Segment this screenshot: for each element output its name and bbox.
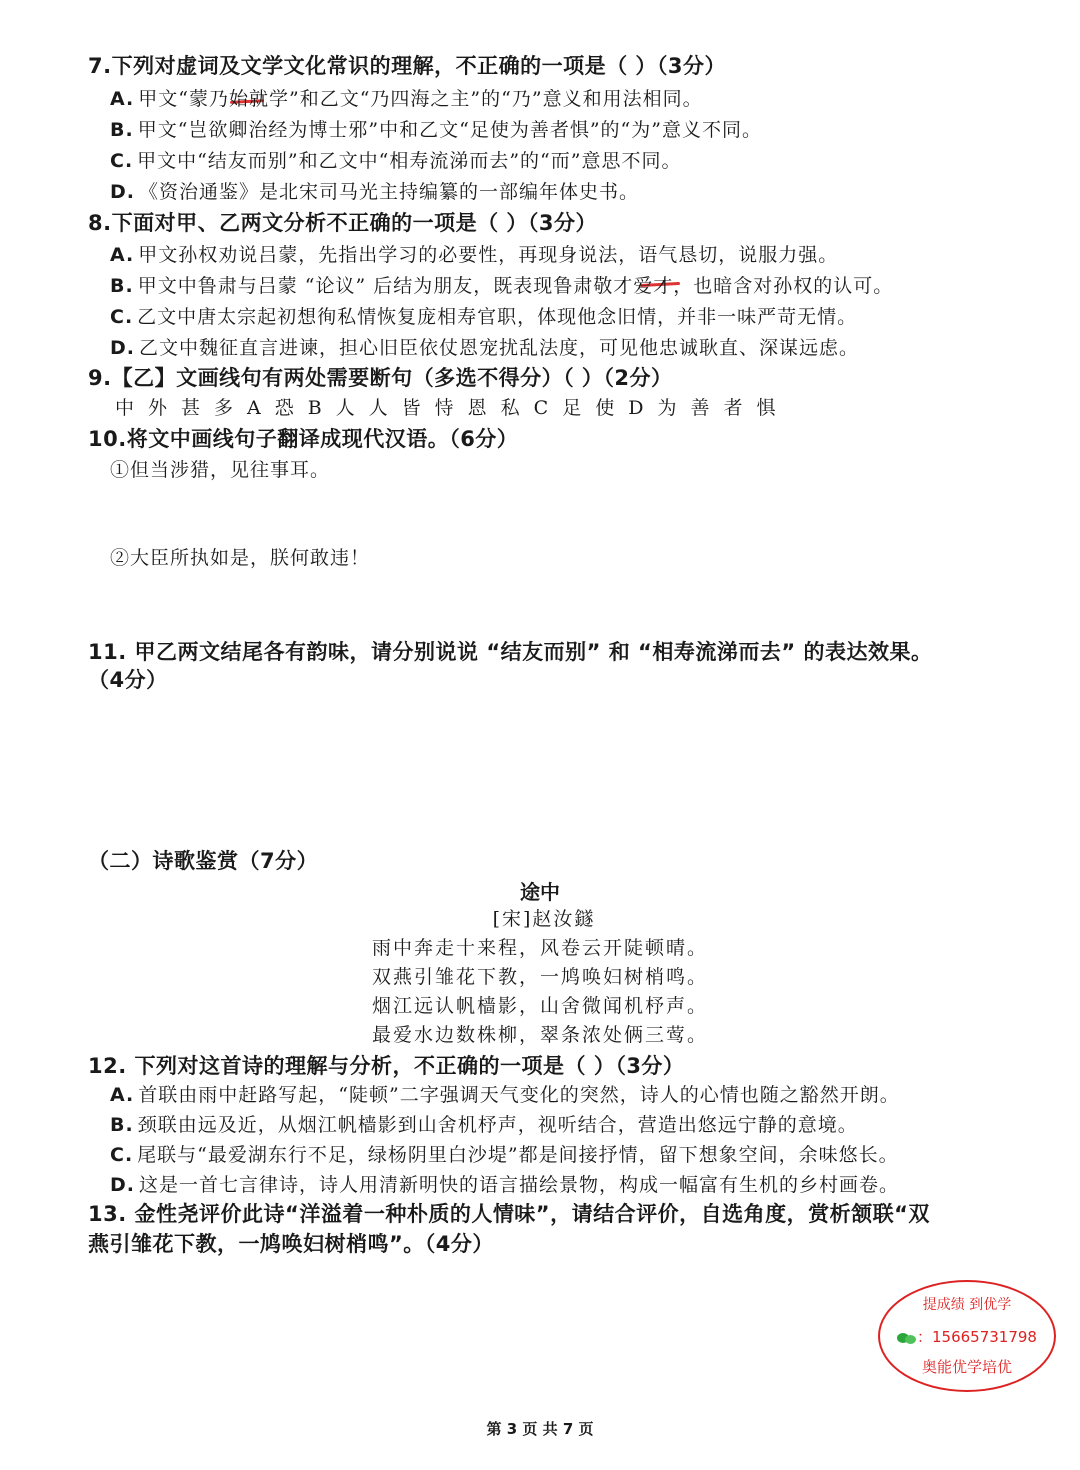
q12-option-d xyxy=(110,1170,899,1197)
q8-option-c xyxy=(110,302,857,329)
q9-heading: 9.【乙】文画线句有两处需要断句（多选不得分）（ ）（2分） xyxy=(88,366,673,390)
option-label: B. xyxy=(110,275,134,297)
option-text: 甲文孙权劝说吕蒙，先指出学习的必要性，再现身说法，语气恳切，说服力强。 xyxy=(138,244,839,266)
stamp-slogan: 提成绩 到优学 xyxy=(922,1297,1012,1313)
option-text: 乙文中魏征直言进谏，担心旧臣依仗恩宠扰乱法度，可见他忠诚耿直、深谋远虑。 xyxy=(139,337,860,359)
q13-heading: 13. 金性尧评价此诗“洋溢着一种朴质的人情味”，请结合评价，自选角度，赏析颔联“双 xyxy=(88,1202,930,1226)
option-label: C. xyxy=(110,1144,134,1166)
option-label: D. xyxy=(110,181,135,203)
option-text: 乙文中唐太宗起初想徇私情恢复庞相寿官职，体现他念旧情，并非一味严苛无情。 xyxy=(137,306,858,328)
q7-option-c xyxy=(110,146,681,173)
q9-sentence: 中外甚多A恐B人人皆恃恩私C足使D为善者惧 xyxy=(115,397,790,419)
q10-item-2: ②大臣所执如是，朕何敢违！ xyxy=(110,547,371,569)
page-number: 第 3 页 共 7 页 xyxy=(486,1420,594,1438)
option-text: 《资治通鉴》是北宋司马光主持编纂的一部编年体史书。 xyxy=(139,181,640,203)
option-text: 甲文中“结友而别”和乙文中“相寿流涕而去”的“而”意思不同。 xyxy=(137,150,682,172)
q8-option-a xyxy=(110,240,838,267)
option-text: 首联由雨中赶路写起，“陡顿”二字强调天气变化的突然，诗人的心情也随之豁然开朗。 xyxy=(138,1084,900,1106)
q10-heading: 10.将文中画线句子翻译成现代汉语。（6分） xyxy=(88,427,519,451)
q11-heading: 11. 甲乙两文结尾各有韵味，请分别说说 “结友而别” 和 “相寿流涕而去” 的表达效果。 xyxy=(88,640,933,664)
promo-stamp xyxy=(878,1280,1056,1392)
option-label: A. xyxy=(110,244,135,266)
q7-heading: 7.下列对虚词及文学文化常识的理解，不正确的一项是（ ）（3分） xyxy=(88,54,727,78)
q7-option-d xyxy=(110,177,639,204)
q13-heading-continued: 燕引雏花下教，一鸠唤妇树梢鸣”。（4分） xyxy=(88,1232,494,1256)
option-label: C. xyxy=(110,150,134,172)
q12-option-c xyxy=(110,1140,899,1167)
poem-line: 最爱水边数株柳，翠条浓处俩三莺。 xyxy=(371,1024,708,1046)
q7-option-b xyxy=(110,115,762,142)
option-label: D. xyxy=(110,337,135,359)
option-label: D. xyxy=(110,1174,135,1196)
stamp-org-name: 奥能优学培优 xyxy=(921,1358,1012,1376)
option-label: A. xyxy=(110,1084,135,1106)
q11-score: （4分） xyxy=(88,668,168,692)
option-label: B. xyxy=(110,119,134,141)
option-text: 尾联与“最爱湖东行不足，绿杨阴里白沙堤”都是间接抒情，留下想象空间，余味悠长。 xyxy=(137,1144,899,1166)
poem-line: 烟江远认帆樯影，山舍微闻机杼声。 xyxy=(371,995,708,1017)
option-text: 这是一首七言律诗，诗人用清新明快的语言描绘景物，构成一幅富有生机的乡村画卷。 xyxy=(139,1174,900,1196)
option-label: C. xyxy=(110,306,134,328)
stamp-phone-text: ：15665731798 xyxy=(917,1328,1037,1346)
q7-option-a xyxy=(110,84,703,111)
poem-author: [宋]赵汝鐩 xyxy=(492,908,596,930)
poem-title: 途中 xyxy=(520,880,560,904)
q12-heading: 12. 下列对这首诗的理解与分析，不正确的一项是（ ）（3分） xyxy=(88,1054,685,1078)
q8-option-b xyxy=(110,271,893,298)
option-text: 甲文中鲁肃与吕蒙 “论议” 后结为朋友，既表现鲁肃敬才爱才，也暗含对孙权的认可。 xyxy=(137,275,894,297)
q12-option-b xyxy=(110,1110,858,1137)
option-text: 甲文“岂欲卿治经为博士邪”中和乙文“足使为善者惧”的“为”意义不同。 xyxy=(137,119,762,141)
stamp-phone xyxy=(880,1326,1054,1347)
q8-heading: 8.下面对甲、乙两文分析不正确的一项是（ ）（3分） xyxy=(88,211,598,235)
wechat-icon xyxy=(897,1332,917,1344)
option-text: 颈联由远及近，从烟江帆樯影到山舍机杼声，视听结合，营造出悠远宁静的意境。 xyxy=(137,1114,858,1136)
section-heading: （二）诗歌鉴赏（7分） xyxy=(88,849,319,873)
q8-option-d xyxy=(110,333,859,360)
option-label: B. xyxy=(110,1114,134,1136)
poem-line: 双燕引雏花下教，一鸠唤妇树梢鸣。 xyxy=(371,966,708,988)
q10-item-1: ①但当涉猎，见往事耳。 xyxy=(110,459,331,481)
option-text: 甲文“蒙乃始就学”和乙文“乃四海之主”的“乃”意义和用法相同。 xyxy=(138,88,703,110)
option-label: A. xyxy=(110,88,135,110)
q12-option-a xyxy=(110,1080,900,1107)
poem-line: 雨中奔走十来程，风卷云开陡顿晴。 xyxy=(371,937,708,959)
